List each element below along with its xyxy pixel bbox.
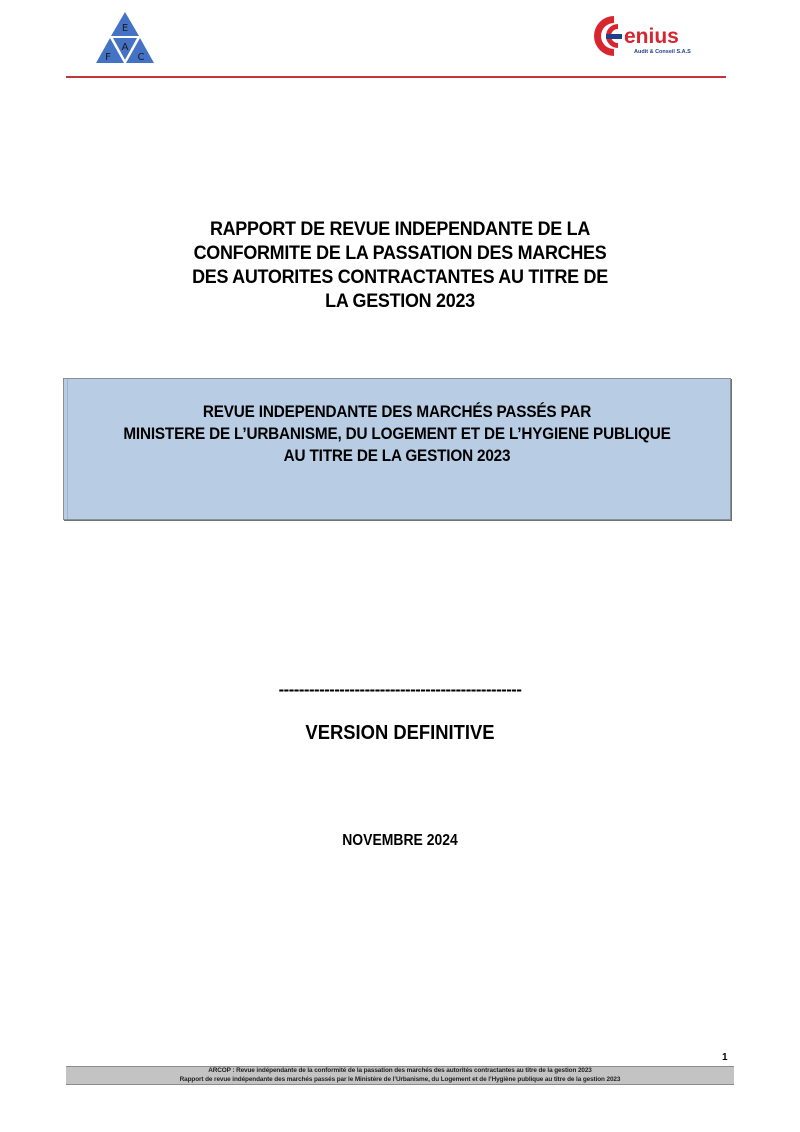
subject-text <box>97 401 696 467</box>
svg-text:E: E <box>121 23 129 34</box>
report-title-line: LA GESTION 2023 <box>325 290 475 312</box>
subject-line: MINISTERE DE L’URBANISME, DU LOGEMENT ET DE L’HYGIENE PUBLIQUE <box>123 424 671 443</box>
svg-text:C: C <box>137 52 145 63</box>
subject-line: AU TITRE DE LA GESTION 2023 <box>283 446 511 465</box>
report-title <box>124 217 676 313</box>
separator-dashes: ------------------------------------------------ <box>278 680 522 699</box>
subject-line: REVUE INDEPENDANTE DES MARCHÉS PASSÉS PAR <box>202 402 592 421</box>
genius-logo <box>584 12 714 60</box>
version-label: VERSION DEFINITIVE <box>305 722 495 744</box>
subject-box-edge <box>67 379 68 519</box>
eafc-logo <box>94 11 156 69</box>
subject-box <box>63 378 731 520</box>
svg-text:F: F <box>105 52 111 63</box>
footer-text <box>66 1067 734 1084</box>
footer-line: ARCOP : Revue indépendante de la conformité de la passation des marchés des autorités contractantes au titre de la gestion 2023 <box>208 1067 592 1074</box>
svg-text:A: A <box>121 42 129 53</box>
report-title-line: RAPPORT DE REVUE INDEPENDANTE DE LA <box>209 218 591 240</box>
footer-bar <box>66 1066 734 1085</box>
header-divider <box>66 76 726 78</box>
svg-text:enius: enius <box>624 25 679 48</box>
report-title-line: CONFORMITE DE LA PASSATION DES MARCHES <box>193 242 607 264</box>
footer-line: Rapport de revue indépendante des marchés passés par le Ministère de l’Urbanisme, du Logement et de l’Hygiène publique au titre de la gestion 2023 <box>179 1075 621 1083</box>
report-date: NOVEMBRE 2024 <box>342 832 458 849</box>
report-title-line: DES AUTORITES CONTRACTANTES AU TITRE DE <box>192 266 608 288</box>
genius-swoosh-icon <box>584 12 714 60</box>
eafc-triangle-icon <box>94 11 156 69</box>
svg-text:Audit & Conseil S.A.S: Audit & Conseil S.A.S <box>634 49 691 55</box>
page-number: 1 <box>722 1052 728 1063</box>
